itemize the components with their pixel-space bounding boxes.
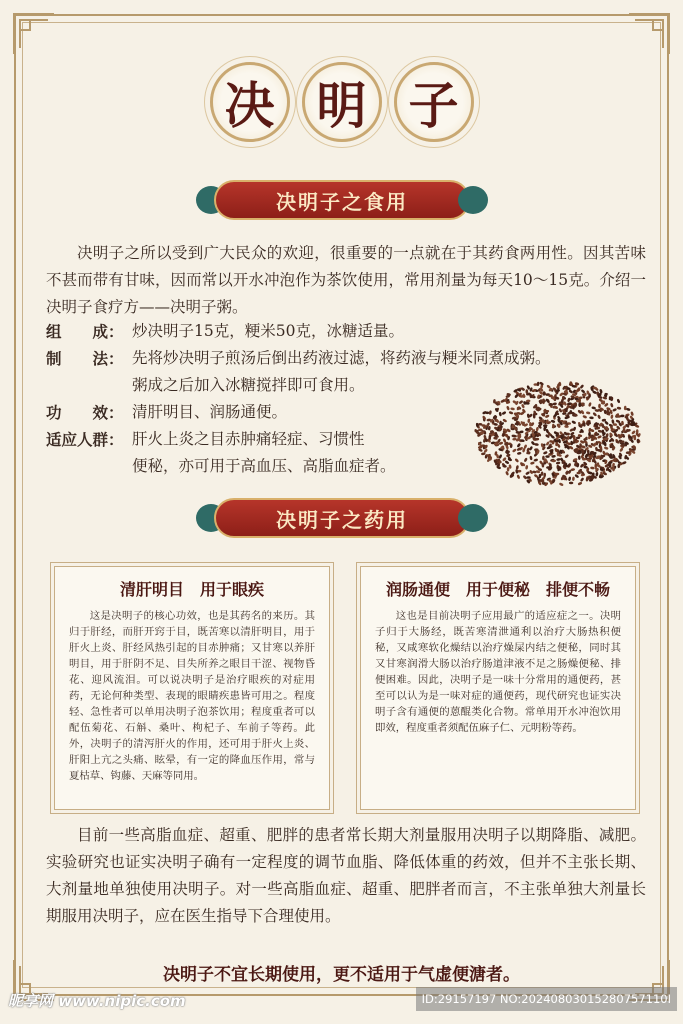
- fact-label: 适应人群：: [46, 430, 124, 449]
- corner-ornament-icon: [627, 12, 671, 56]
- box-title: 润肠通便 用于便秘 排便不畅: [385, 580, 610, 599]
- effect-box-eyes: [54, 566, 330, 810]
- title-char: 明: [302, 62, 382, 142]
- fact-label: 制 法：: [46, 349, 124, 368]
- fact-value: 便秘，亦可用于高血压、高脂血症者。: [132, 457, 396, 475]
- section-banner-medicine: [196, 496, 488, 540]
- fact-value: 粥成之后加入冰糖搅拌即可食用。: [132, 376, 365, 394]
- cloud-ornament-icon: [458, 504, 488, 532]
- fact-label: 功 效：: [46, 403, 124, 422]
- box-title: 清肝明目 用于眼疾: [119, 580, 264, 599]
- fact-value: 先将炒决明子煎汤后倒出药液过滤，将药液与粳米同煮成粥。: [132, 349, 551, 367]
- fact-value: 炒决明子15克，粳米50克，冰糖适量。: [132, 322, 404, 340]
- cloud-ornament-icon: [458, 186, 488, 214]
- page-title: [0, 62, 683, 150]
- fact-value: 清肝明目、润肠通便。: [132, 403, 288, 421]
- section-title: 决明子之药用: [276, 507, 408, 532]
- watermark-logo: 昵享网 www.nipic.com: [8, 992, 186, 1010]
- effect-box-bowel: [360, 566, 636, 810]
- cassia-seeds-image: [470, 372, 646, 496]
- fact-value: 肝火上炎之目赤肿痛轻症、习惯性: [132, 430, 365, 448]
- warning-note: 决明子不宜长期使用，更不适用于气虚便溏者。: [163, 965, 520, 985]
- section-title: 决明子之食用: [276, 189, 408, 214]
- title-char: 子: [394, 62, 474, 142]
- box-text: 这也是目前决明子应用最广的适应症之一。决明子归于大肠经，既苦寒清泄通利以治疗大肠热积便秘，又咸寒软化燥结以治疗燥屎内结之便秘，同时其又甘寒润滑大肠以治疗肠道津液不足之肠燥便秘、排便困难。因此，决明子是一味十分常用的通便药，甚至可以认为是一味对症的通便药，现代研究也证实决明子含有通便的蒽醌类化合物。常单用开水冲泡饮用即效，程度重者须配伍麻子仁、元明粉等药。: [375, 610, 621, 734]
- watermark-id: ID:29157197 NO:20240803015280757110I: [416, 987, 677, 1011]
- box-text: 这是决明子的核心功效，也是其药名的来历。其归于肝经，而肝开窍于目，既苦寒以清肝明目，用于肝火上炎、肝经风热引起的目赤肿痛；又甘寒以养肝明目，用于肝阴不足、目失所养之眼目干涩、视物昏花、迎风流泪。可以说决明子是治疗眼疾的对症用药，无论何种类型、表现的眼睛疾患皆可用之。程度轻、急性者可以单用决明子泡茶饮用；程度重者可以配伍菊花、石斛、桑叶、枸杞子、车前子等药。此外，决明子的清泻肝火的作用，还可用于肝火上炎、肝阳上亢之头痛、眩晕，有一定的降血压作用，常与夏枯草、钩藤、天麻等同用。: [69, 610, 315, 782]
- fact-ingredients: [46, 318, 646, 345]
- closing-paragraph: 目前一些高脂血症、超重、肥胖的患者常长期大剂量服用决明子以期降脂、减肥。实验研究也证实决明子确有一定程度的调节血脂、降低体重的药效，但并不主张长期、大剂量地单独使用决明子。对一些高脂血症、超重、肥胖者而言，不主张单独大剂量长期服用决明子，应在医生指导下合理使用。: [46, 826, 646, 925]
- intro-paragraph: 决明子之所以受到广大民众的欢迎，很重要的一点就在于其药食两用性。因其苦味不甚而带有甘味，因而常以开水冲泡作为茶饮使用，常用剂量为每天10～15克。介绍一决明子食疗方——决明子粥。: [46, 244, 646, 316]
- section-banner-food: [196, 178, 488, 222]
- fact-label: 组 成：: [46, 322, 124, 341]
- title-char: 决: [210, 62, 290, 142]
- corner-ornament-icon: [12, 12, 56, 56]
